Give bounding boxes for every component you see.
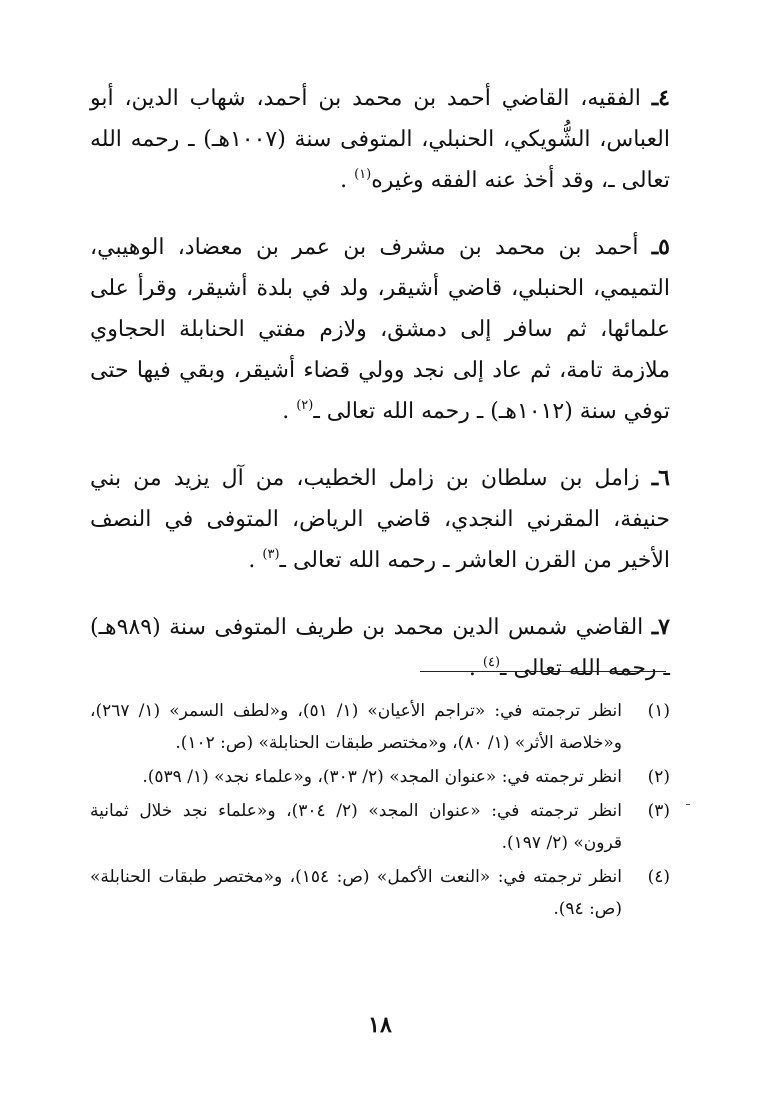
footnote-number: (٢): [647, 767, 670, 787]
entry-text: الفقيه، القاضي أحمد بن محمد بن أحمد، شهاب الدين، أبو العباس، الشُّويكي، الحنبلي، المتوفى سنة (١٠٠٧هـ) ـ رحمه الله تعالى ـ، وقد أخذ عنه الفقه وغيره: [90, 86, 670, 193]
entry-text: أحمد بن محمد بن مشرف بن عمر بن معضاد، الوهيبي، التميمي، الحنبلي، قاضي أشيقر، ولد في بلدة أشيقر، وقرأ على علمائها، ثم سافر إلى دمشق، ولازم مفتي الحنابلة الحجاوي ملازمة تامة، ثم عاد إلى نجد وولي قضاء أشيقر، وبقي فيها حتى توفي سنة (١٠١٢هـ) ـ رحمه الله تعالى ـ: [90, 235, 670, 424]
footnote-text: انظر ترجمته في: «النعت الأكمل» (ص: ١٥٤)، و«مختصر طبقات الحنابلة» (ص: ٩٤).: [90, 867, 622, 919]
footnote-text: انظر ترجمته في: «عنوان المجد» (٢/ ٣٠٤)، و«علماء نجد خلال ثمانية قرون» (٢/ ١٩٧).: [90, 801, 622, 853]
footnote-ref[interactable]: (٢): [296, 398, 314, 413]
footnote-number: (٣): [647, 801, 670, 821]
entry-6: [90, 458, 670, 581]
biography-list: [90, 78, 670, 715]
footnote-text: انظر ترجمته في: «تراجم الأعيان» (١/ ٥١)، و«لطف السمر» (١/ ٢٦٧)، و«خلاصة الأثر» (١/ ٨٠)، و«مختصر طبقات الحنابلة» (ص: ١٠٢).: [90, 701, 622, 753]
entry-number: ٤ـ: [651, 85, 670, 111]
entry-number: ٦ـ: [651, 465, 670, 491]
footnote-number: (١): [647, 701, 670, 721]
entry-text: زامل بن سلطان بن زامل الخطيب، من آل يزيد من بني حنيفة، المقرني النجدي، قاضي الرياض، المتوفى في النصف الأخير من القرن العاشر ـ رحمه الله تعالى ـ: [90, 466, 670, 573]
entry-tail: .: [340, 168, 355, 193]
footnote-ref[interactable]: (٤): [482, 655, 501, 670]
footnote-text: انظر ترجمته في: «عنوان المجد» (٢/ ٣٠٣)، و«علماء نجد» (١/ ٥٣٩).: [142, 767, 622, 787]
entry-number: ٥ـ: [651, 234, 670, 260]
page-number: ١٨: [368, 1012, 392, 1038]
footnote-1: [90, 695, 670, 759]
entry-4: [90, 78, 670, 201]
footnote-2: [90, 761, 670, 793]
entry-5: [90, 227, 670, 432]
entry-tail: .: [282, 399, 297, 424]
footnote-ref[interactable]: (١): [354, 167, 372, 182]
footnotes: [90, 695, 670, 927]
entry-number: ٧ـ: [651, 614, 670, 640]
entry-tail: .: [248, 548, 263, 573]
footnote-ref[interactable]: (٣): [262, 547, 280, 562]
footnote-4: [90, 861, 670, 925]
entry-7: [90, 607, 670, 689]
footnote-3: [90, 795, 670, 859]
scan-speck: [686, 804, 690, 805]
footnote-number: (٤): [647, 867, 670, 887]
entry-tail: .: [468, 656, 483, 681]
entry-text: القاضي شمس الدين محمد بن طريف المتوفى سنة (٩٨٩هـ) ـ رحمه الله تعالى ـ: [90, 615, 670, 681]
footnote-divider: [420, 671, 666, 672]
